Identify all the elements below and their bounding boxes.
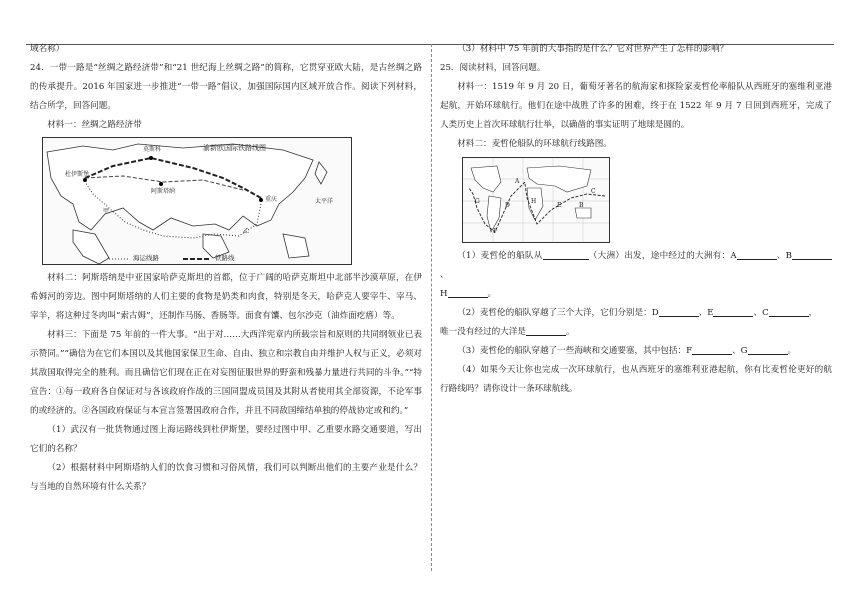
q25-1-part-c: 、B xyxy=(776,251,792,261)
magellan-route-map xyxy=(462,157,610,243)
question-24-intro: 24．一带一路是“丝绸之路经济带”和“21 世纪海上丝绸之路”的简称，它贯穿亚欧大陆，是古丝绸之路的传承提升。2016 年国家进一步推进“一带一路”倡议，加强国际国内区域开放合作。阅读下列材料，结合所学，回答问题。 xyxy=(30,63,422,111)
material-2-text: 材料二：阿斯塔纳是中亚国家哈萨克斯坦的首都，位于广阔的哈萨克斯坦中北部半沙漠草原，在伊希姆河的旁边。图中阿斯塔纳的人们主要的食物是奶类和肉食，特别是冬天，哈萨克人要宰牛、宰马、宰羊，将这种过冬肉叫“索古姆”，还制作马肠、香肠等。面食有馕、包尔沙克（油炸面疙瘩）等。 xyxy=(30,273,422,321)
q25-1-part-a: （1）麦哲伦的船队从 xyxy=(457,251,543,261)
right-column xyxy=(440,40,832,399)
material-1-label: 材料一：丝绸之路经济带 xyxy=(47,120,142,130)
silk-map-label-jia: 甲 xyxy=(103,208,110,215)
question-25-2-cont xyxy=(440,323,832,342)
answer-blank-h[interactable] xyxy=(448,287,488,298)
silk-map-title: 渝新欧国际铁路线图 xyxy=(203,144,266,152)
q25-2-part-f: 。 xyxy=(565,327,575,337)
left-column xyxy=(30,40,422,497)
answer-blank-start-continent[interactable] xyxy=(543,249,589,260)
silk-road-railway-map xyxy=(42,137,352,265)
q25-2-part-d: ， xyxy=(808,308,818,318)
fragment-text: 域名称） xyxy=(30,44,65,54)
question-25-1 xyxy=(440,247,832,285)
question-25-1-cont xyxy=(440,285,832,304)
q25-3-part-a: （3）麦哲伦的船队穿越了一些海峡和交通要塞，其中包括：F xyxy=(457,346,693,356)
magellan-map-drawing xyxy=(463,158,610,243)
silk-map-legend-rail: 铁路线 xyxy=(215,254,235,262)
answer-blank-f[interactable] xyxy=(692,344,732,355)
question-25-intro: 25．阅读材料，回答问题。 xyxy=(440,63,546,73)
q25-1-part-b: （大洲）出发，途中经过的大洲有：A xyxy=(588,251,737,261)
q25-1-part-e: H xyxy=(440,289,448,299)
question-24-3: （3）材料中 75 年前的大事指的是什么？它对世界产生了怎样的影响？ xyxy=(457,44,729,54)
mag-map-label-b: B xyxy=(579,202,584,209)
answer-blank-unvisited-ocean[interactable] xyxy=(526,325,566,336)
mag-map-label-g: G xyxy=(475,198,480,205)
q25-2-part-a: （2）麦哲伦的船队穿越了三个大洋，它们分别是：D xyxy=(457,308,659,318)
q25-2-part-c: 、C xyxy=(753,308,769,318)
material-3-text: 材料三：下面是 75 年前的一件大事。“出于对……大西洋宪章内所载宗旨和原则的共同纲领业已表示赞同。”“确信为在它们本国以及其他国家保卫生命、自由、独立和宗教自由并维护人权与正义，必须对其敌国取得完全的胜利。而且确信它们现在正在对妄图征服世界的野蛮和残暴力量进行共同的斗争。”“特宣告：①每一政府各自保证对与各该政府作战的三国同盟成员国及其附从者使用其全部资源，不论军事的或经济的。②各国政府保证与本宣言签署国政府合作，并且不同敌国缔结单独的停战协定或和约。” xyxy=(30,330,422,416)
answer-blank-b[interactable] xyxy=(792,249,832,260)
question-25-4: （4）如果今天让你也完成一次环球航行，也从西班牙的塞维利亚港起航，你有比麦哲伦更好的航行路线吗？请你设计一条环球航线。 xyxy=(440,365,832,394)
silk-map-label-yi: 乙 xyxy=(243,228,250,235)
mag-map-label-a: A xyxy=(515,178,520,185)
silk-map-legend-sea: 海运线路 xyxy=(133,254,159,262)
answer-blank-g[interactable] xyxy=(748,344,788,355)
silk-map-label-pacific: 太平洋 xyxy=(315,198,334,205)
q25-material-2-label: 材料二：麦哲伦船队的环球航行线路图。 xyxy=(457,139,612,149)
q25-3-part-b: 、G xyxy=(732,346,748,356)
answer-blank-e[interactable] xyxy=(713,306,753,317)
mag-map-label-h: H xyxy=(531,198,537,205)
silk-map-label-moscow: 莫斯科 xyxy=(143,146,162,153)
mag-map-label-e: E xyxy=(557,202,562,209)
q25-1-part-d: 、 xyxy=(440,270,449,280)
mag-map-label-f: F xyxy=(493,228,498,235)
question-25-3 xyxy=(440,342,832,361)
q25-2-part-e: 唯一没有经过的大洋是 xyxy=(440,327,526,337)
silk-map-label-astana: 阿斯塔纳 xyxy=(151,188,176,195)
q25-1-part-f: 。 xyxy=(487,289,497,299)
q25-3-part-c: 。 xyxy=(787,346,797,356)
question-25-2 xyxy=(440,304,832,323)
answer-blank-c[interactable] xyxy=(769,306,809,317)
question-24-2: （2）根据材料中阿斯塔纳人们的饮食习惯和习俗风情，我们可以判断出他们的主要产业是什么？与当地的自然环境有什么关系？ xyxy=(30,463,422,492)
q25-material-1: 材料一：1519 年 9 月 20 日，葡萄牙著名的航海家和探险家麦哲伦率船队从西班牙的塞维利亚港起航，开始环球航行。他们在途中战胜了许多的困难，终于在 1522 年 9 月 7 日回到西班牙，完成了人类历史上首次环球航行壮举，以确凿的事实证明了地球是圆的。 xyxy=(440,82,832,130)
question-24-1: （1）武汉有一批货物通过图上海运路线到杜伊斯堡，要经过图中甲、乙重要水路交通要道，写出它们的名称？ xyxy=(30,425,422,454)
silk-map-label-duisburg: 杜伊斯堡 xyxy=(65,171,90,178)
answer-blank-d[interactable] xyxy=(659,306,699,317)
silk-map-label-chongqing: 重庆 xyxy=(265,196,278,203)
mag-map-label-c: C xyxy=(591,188,596,195)
q25-2-part-b: 、E xyxy=(698,308,714,318)
column-divider xyxy=(431,44,432,571)
answer-blank-a[interactable] xyxy=(737,249,777,260)
mag-map-label-d: D xyxy=(505,202,510,209)
silk-road-map-drawing xyxy=(43,138,352,265)
